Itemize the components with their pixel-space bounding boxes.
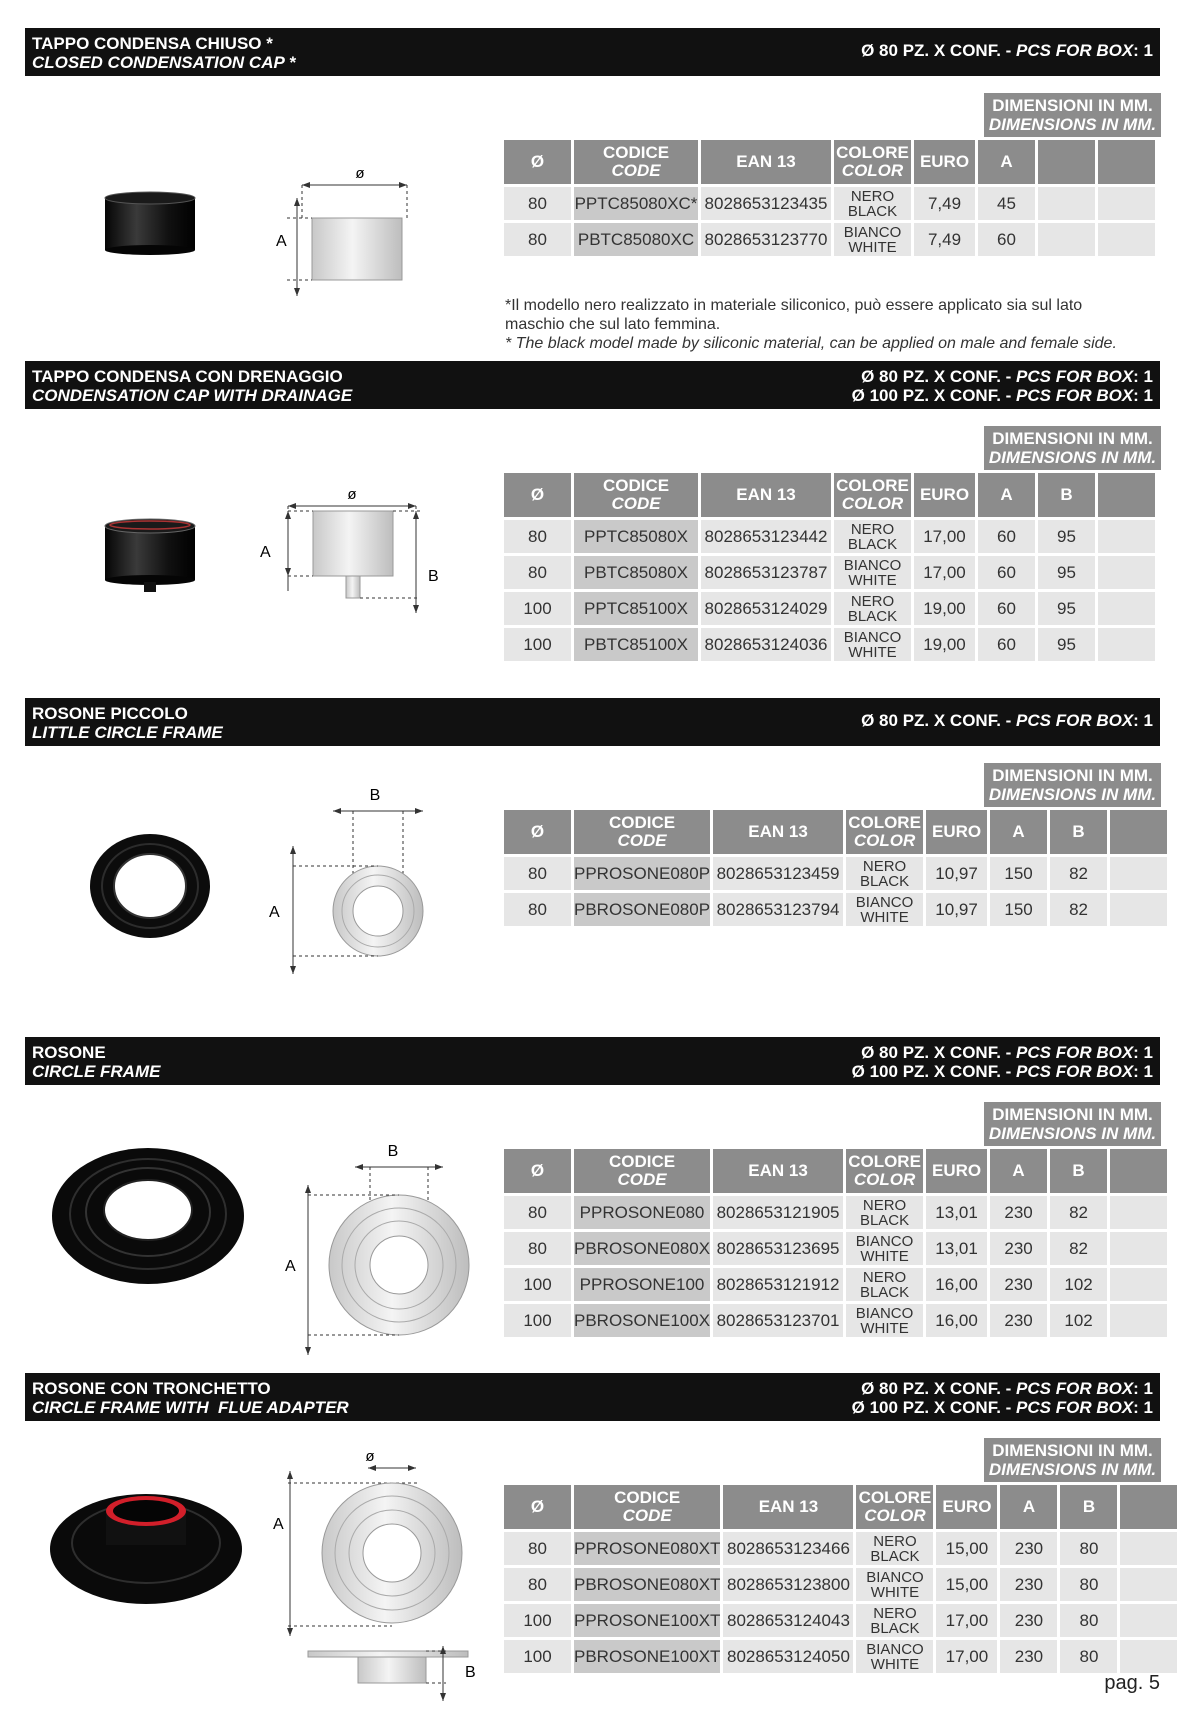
col-color: COLORE COLOR [846, 1149, 923, 1193]
table-row: 100 PPTC85100X 8028653124029 NERO BLACK 19,00 60 95 [504, 592, 1155, 625]
table-row: 80 PBROSONE080P 8028653123794 BIANCO WHITE 10,97 150 82 [504, 893, 1167, 926]
table-row: 80 PPTC85080XC* 8028653123435 NERO BLACK 7,49 45 [504, 187, 1155, 220]
col-dim-c [1120, 1485, 1177, 1529]
table-header-row [504, 810, 1167, 854]
table-header-row [504, 140, 1155, 184]
product-photo [48, 1471, 248, 1616]
dimension-label: B [387, 1143, 399, 1160]
dimension-label: B [465, 1664, 476, 1681]
dimension-label: A [269, 904, 280, 921]
product-table [501, 137, 1158, 259]
dimension-label: ø [355, 165, 365, 182]
col-euro: EURO [914, 473, 975, 517]
col-diameter: Ø [504, 1485, 571, 1529]
table-row: 100 PPROSONE100 8028653121912 NERO BLACK 16,00 230 102 [504, 1268, 1167, 1301]
section-header [25, 28, 1160, 76]
table-row: 80 PPTC85080X 8028653123442 NERO BLACK 17,00 60 95 [504, 520, 1155, 553]
col-euro: EURO [914, 140, 975, 184]
dimension-label: B [428, 568, 439, 585]
col-dim-c [1098, 140, 1155, 184]
technical-drawing [275, 1105, 475, 1365]
col-dim-c [1110, 810, 1167, 854]
section-header [25, 361, 1160, 409]
col-dim-a: A [990, 1149, 1047, 1193]
dimension-label: A [276, 233, 287, 250]
table-row: 80 PBROSONE080XT 8028653123800 BIANCO WHITE 15,00 230 80 [504, 1568, 1177, 1601]
section-header [25, 698, 1160, 746]
dimension-label: B [369, 787, 381, 804]
product-photo [50, 1142, 250, 1287]
section-title: TAPPO CONDENSA CON DRENAGGIO CONDENSATION CAP WITH DRAINAGE [32, 367, 353, 405]
col-color: COLORE COLOR [846, 810, 923, 854]
footnote: *Il modello nero realizzato in materiale siliconico, può essere applicato sia sul lato maschio che sul lato femmina. * The black model made by siliconic material, can be applied on male and female side. [505, 297, 1117, 352]
table-row: 80 PBTC85080XC 8028653123770 BIANCO WHITE 7,49 60 [504, 223, 1155, 256]
technical-drawing [268, 1441, 488, 1706]
table-header-row [504, 1485, 1177, 1529]
dimensions-header: DIMENSIONI IN MM. DIMENSIONS IN MM. [984, 426, 1161, 470]
col-ean: EAN 13 [713, 1149, 843, 1193]
col-diameter: Ø [504, 473, 571, 517]
table-row: 100 PBTC85100X 8028653124036 BIANCO WHITE 19,00 60 95 [504, 628, 1155, 661]
table-header-row [504, 1149, 1167, 1193]
col-code: CODICE CODE [574, 810, 710, 854]
product-table [501, 1146, 1170, 1340]
col-ean: EAN 13 [701, 140, 831, 184]
col-ean: EAN 13 [701, 473, 831, 517]
technical-drawing [255, 776, 455, 981]
table-row: 80 PBROSONE080X 8028653123695 BIANCO WHITE 13,01 230 82 [504, 1232, 1167, 1265]
col-euro: EURO [926, 1149, 987, 1193]
product-photo [100, 176, 200, 266]
col-code: CODICE CODE [574, 473, 698, 517]
col-dim-b: B [1038, 473, 1095, 517]
col-dim-b: B [1050, 810, 1107, 854]
pack-info: Ø 80 PZ. X CONF. - PCS FOR BOX: 1 [861, 41, 1153, 60]
table-row: 80 PPROSONE080XT 8028653123466 NERO BLACK 15,00 230 80 [504, 1532, 1177, 1565]
col-dim-b: B [1060, 1485, 1117, 1529]
table-row: 80 PBTC85080X 8028653123787 BIANCO WHITE 17,00 60 95 [504, 556, 1155, 589]
col-color: COLORE COLOR [834, 140, 911, 184]
dimension-label: A [273, 1516, 284, 1533]
dimension-label: ø [347, 486, 357, 503]
section-title: ROSONE CON TRONCHETTO CIRCLE FRAME WITH FLUE ADAPTER [32, 1379, 349, 1417]
col-dim-a: A [1000, 1485, 1057, 1529]
col-dim-a: A [978, 140, 1035, 184]
pack-info: Ø 80 PZ. X CONF. - PCS FOR BOX: 1 [861, 711, 1153, 730]
technical-drawing [248, 461, 448, 646]
technical-drawing [262, 138, 442, 308]
dimensions-header: DIMENSIONI IN MM. DIMENSIONS IN MM. [984, 763, 1161, 807]
product-photo [100, 506, 200, 606]
product-table [501, 1482, 1180, 1676]
section-title: TAPPO CONDENSA CHIUSO * CLOSED CONDENSATION CAP * [32, 34, 296, 72]
col-euro: EURO [936, 1485, 997, 1529]
product-table [501, 807, 1170, 929]
dimensions-header: DIMENSIONI IN MM. DIMENSIONS IN MM. [984, 1102, 1161, 1146]
col-color: COLORE COLOR [834, 473, 911, 517]
col-dim-b: B [1050, 1149, 1107, 1193]
col-dim-a: A [978, 473, 1035, 517]
col-diameter: Ø [504, 1149, 571, 1193]
section-header [25, 1373, 1160, 1421]
product-photo [85, 828, 215, 948]
col-dim-a: A [990, 810, 1047, 854]
dimension-label: ø [365, 1448, 375, 1465]
col-code: CODICE CODE [574, 1485, 720, 1529]
table-row: 80 PPROSONE080 8028653121905 NERO BLACK 13,01 230 82 [504, 1196, 1167, 1229]
section-title: ROSONE CIRCLE FRAME [32, 1043, 161, 1081]
dimensions-header: DIMENSIONI IN MM. DIMENSIONS IN MM. [984, 93, 1161, 137]
table-row: 100 PPROSONE100XT 8028653124043 NERO BLACK 17,00 230 80 [504, 1604, 1177, 1637]
table-row: 100 PBROSONE100XT 8028653124050 BIANCO WHITE 17,00 230 80 [504, 1640, 1177, 1673]
dimension-label: A [285, 1258, 296, 1275]
col-ean: EAN 13 [713, 810, 843, 854]
dimension-label: A [260, 544, 271, 561]
pack-info: Ø 80 PZ. X CONF. - PCS FOR BOX: 1 Ø 100 PZ. X CONF. - PCS FOR BOX: 1 [851, 367, 1153, 405]
col-dim-c [1110, 1149, 1167, 1193]
pack-info: Ø 80 PZ. X CONF. - PCS FOR BOX: 1 Ø 100 PZ. X CONF. - PCS FOR BOX: 1 [851, 1379, 1153, 1417]
table-row: 80 PPROSONE080P 8028653123459 NERO BLACK 10,97 150 82 [504, 857, 1167, 890]
col-diameter: Ø [504, 140, 571, 184]
col-dim-b [1038, 140, 1095, 184]
dimensions-header: DIMENSIONI IN MM. DIMENSIONS IN MM. [984, 1438, 1161, 1482]
col-color: COLORE COLOR [856, 1485, 933, 1529]
page-number: pag. 5 [1104, 1672, 1160, 1694]
col-code: CODICE CODE [574, 140, 698, 184]
section-header [25, 1037, 1160, 1085]
col-diameter: Ø [504, 810, 571, 854]
table-header-row [504, 473, 1155, 517]
product-table [501, 470, 1158, 664]
table-row: 100 PBROSONE100X 8028653123701 BIANCO WHITE 16,00 230 102 [504, 1304, 1167, 1337]
section-title: ROSONE PICCOLO LITTLE CIRCLE FRAME [32, 704, 223, 742]
col-dim-c [1098, 473, 1155, 517]
pack-info: Ø 80 PZ. X CONF. - PCS FOR BOX: 1 Ø 100 PZ. X CONF. - PCS FOR BOX: 1 [851, 1043, 1153, 1081]
col-code: CODICE CODE [574, 1149, 710, 1193]
col-euro: EURO [926, 810, 987, 854]
col-ean: EAN 13 [723, 1485, 853, 1529]
